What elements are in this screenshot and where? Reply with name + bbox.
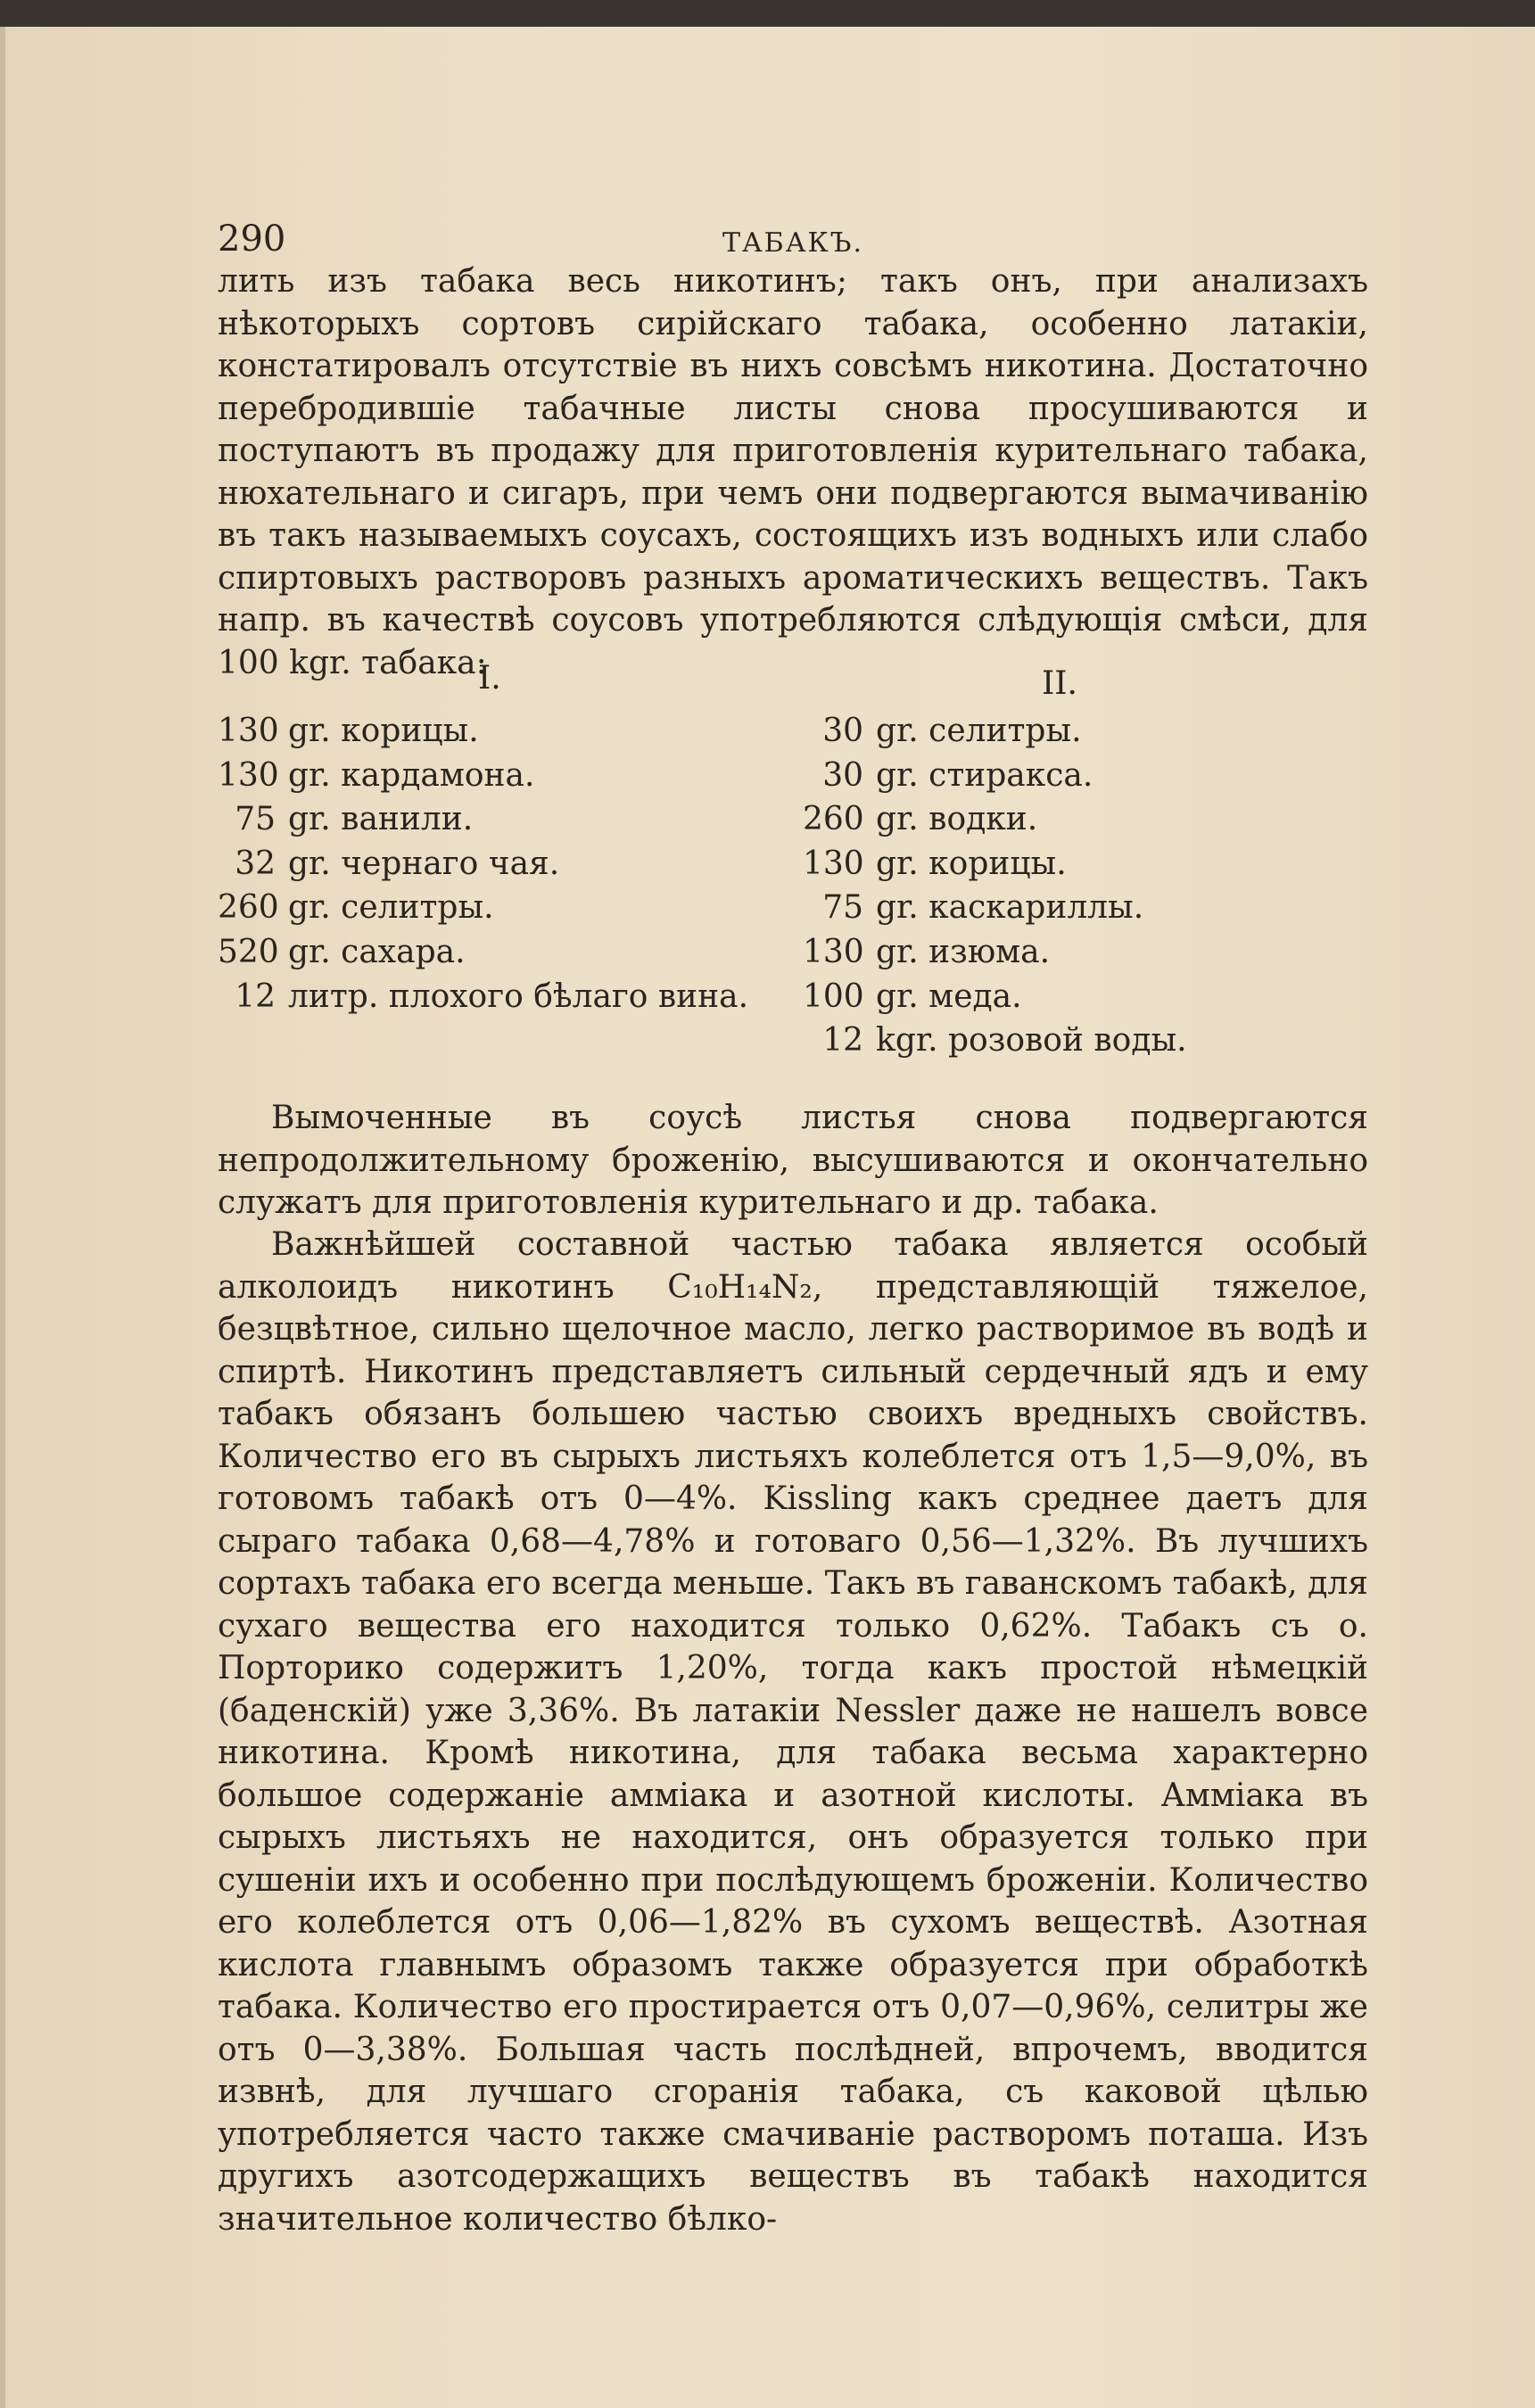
recipe-item: 260 gr. водки.: [803, 801, 1038, 838]
page-edge: [0, 27, 5, 2408]
running-head: ТАБАКЪ.: [722, 227, 864, 259]
recipe-item: 130 gr. кардамона.: [218, 756, 535, 794]
recipe-item: 130 gr. изюма.: [803, 933, 1051, 970]
recipe-item: 130 gr. корицы.: [803, 845, 1067, 882]
recipe-item: 75 gr. каскариллы.: [822, 889, 1144, 927]
paragraph-3: Важнѣйшей составной частью табака является особый алколоидъ никотинъ C₁₀H₁₄N₂, представляющій тяжелое, безцвѣтное, сильно щелочное масло, легко растворимое въ водѣ и спиртѣ. Никотинъ представляетъ сильный сердечный ядъ и ему табакъ обязанъ большею частью своихъ вредныхъ свойствъ. Количество его въ сырыхъ листьяхъ колеблется отъ 1,5—9,0%, въ готовомъ табакѣ отъ 0—4%. Kissling какъ среднее даетъ для сыраго табака 0,68—4,78% и готоваго 0,56—1,32%. Въ лучшихъ сортахъ табака его всегда меньше. Такъ въ гаванскомъ табакѣ, для сухаго вещества его находится только 0,62%. Табакъ съ о. Порторико содержитъ 1,20%, тогда какъ простой нѣмецкій (баденскій) уже 3,36%. Въ латакіи Nessler даже не нашелъ вовсе никотина. Кромѣ никотина, для табака весьма характерно большое содержаніе амміака и азотной кислоты. Амміака въ сырыхъ листьяхъ не находится, онъ образуется только при сушеніи ихъ и особенно при послѣдующемъ броженіи. Количество его колеблется отъ 0,06—1,82% въ сухомъ веществѣ. Азотная кислота главнымъ образомъ также образуется при обработкѣ табака. Количество его простирается отъ 0,07—0,96%, селитры же отъ 0—3,38%. Большая часть послѣдней, впрочемъ, вводится извнѣ, для лучшаго сгоранія табака, съ каковой цѣлью употребляется часто также смачиваніе растворомъ поташа. Изъ другихъ азотсодержащихъ веществъ въ табакѣ находится значительное количество бѣлко-: [218, 1226, 1368, 2238]
recipe-item: 32 gr. чернаго чая.: [235, 845, 560, 882]
scan-top-border: [0, 0, 1535, 27]
paragraph-2: Вымоченные въ соусѣ листья снова подвергаются непродолжительному броженію, высушиваются и окончательно служатъ для приготовленія курительнаго и др. табака.: [218, 1100, 1368, 1221]
recipe-item: 75 gr. ванили.: [235, 801, 474, 838]
recipe-item: 100 gr. меда.: [803, 977, 1022, 1015]
recipe-item: 520 gr. сахара.: [218, 933, 466, 970]
recipe-item: 130 gr. корицы.: [218, 713, 479, 749]
page-number: 290: [218, 219, 286, 260]
recipe-1-heading: I.: [478, 660, 501, 697]
recipe-1-list: [218, 709, 788, 1018]
recipe-2-heading: II.: [1042, 665, 1077, 702]
recipe-item: 12 kgr. розовой воды.: [822, 1022, 1187, 1060]
recipe-2-list: [803, 709, 1374, 1063]
recipe-item: 12 литр. плохого бѣлаго вина.: [235, 977, 749, 1015]
recipe-item: 30 gr. селитры.: [822, 713, 1082, 749]
recipe-item: 260 gr. селитры.: [218, 889, 494, 927]
paragraph-1: лить изъ табака весь никотинъ; такъ онъ, при анализахъ нѣкоторыхъ сортовъ сирійскаго табака, особенно латакіи, констатировалъ отсутствіе въ нихъ совсѣмъ никотина. Достаточно перебродившіе табачные листы снова просушиваются и поступаютъ въ продажу для приготовленія курительнаго табака, нюхательнаго и сигаръ, при чемъ они подвергаются вымачиванію въ такъ называемыхъ соусахъ, состоящихъ изъ водныхъ или слабо спиртовыхъ растворовъ разныхъ ароматическихъ веществъ. Такъ напр. въ качествѣ соусовъ употребляются слѣдующія смѣси, для 100 kgr. табака:: [218, 263, 1368, 681]
recipe-item: 30 gr. стиракса.: [822, 756, 1093, 794]
